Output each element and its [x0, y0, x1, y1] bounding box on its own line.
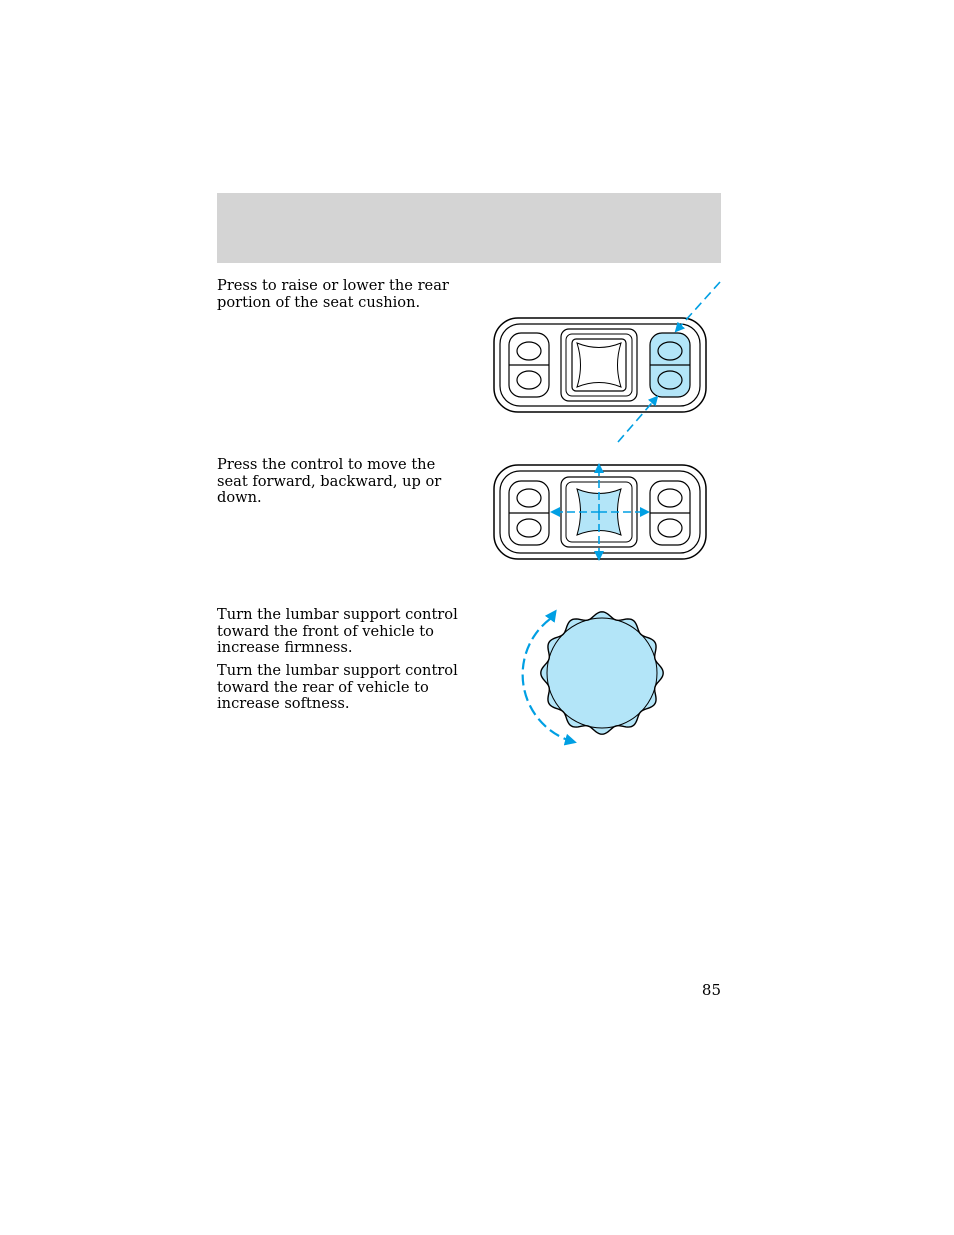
lumbar-firmness-instruction: Turn the lumbar support control toward the front of vehicle to increase firmness.	[217, 606, 458, 656]
section-header-bar	[217, 193, 721, 263]
left-button-pair	[509, 481, 549, 545]
left-button-pair	[509, 333, 549, 397]
cushion-tilt-switch-illustration	[480, 270, 730, 450]
lumbar-support-knob	[541, 612, 663, 734]
page-number: 85	[701, 981, 721, 999]
rear-cushion-tilt-button	[650, 333, 690, 397]
center-control	[561, 329, 637, 401]
rotation-arrow-top-head	[550, 612, 555, 619]
cushion-tilt-instruction: Press to raise or lower the rear portion of the seat cushion.	[217, 277, 449, 311]
seat-position-instruction: Press the control to move the seat forward, backward, up or down.	[217, 456, 442, 506]
lumbar-softness-instruction: Turn the lumbar support control toward the rear of vehicle to increase softness.	[217, 662, 458, 712]
seat-position-switch-illustration	[480, 455, 730, 570]
right-button-pair	[650, 481, 690, 545]
lumbar-knob-illustration	[510, 600, 680, 760]
